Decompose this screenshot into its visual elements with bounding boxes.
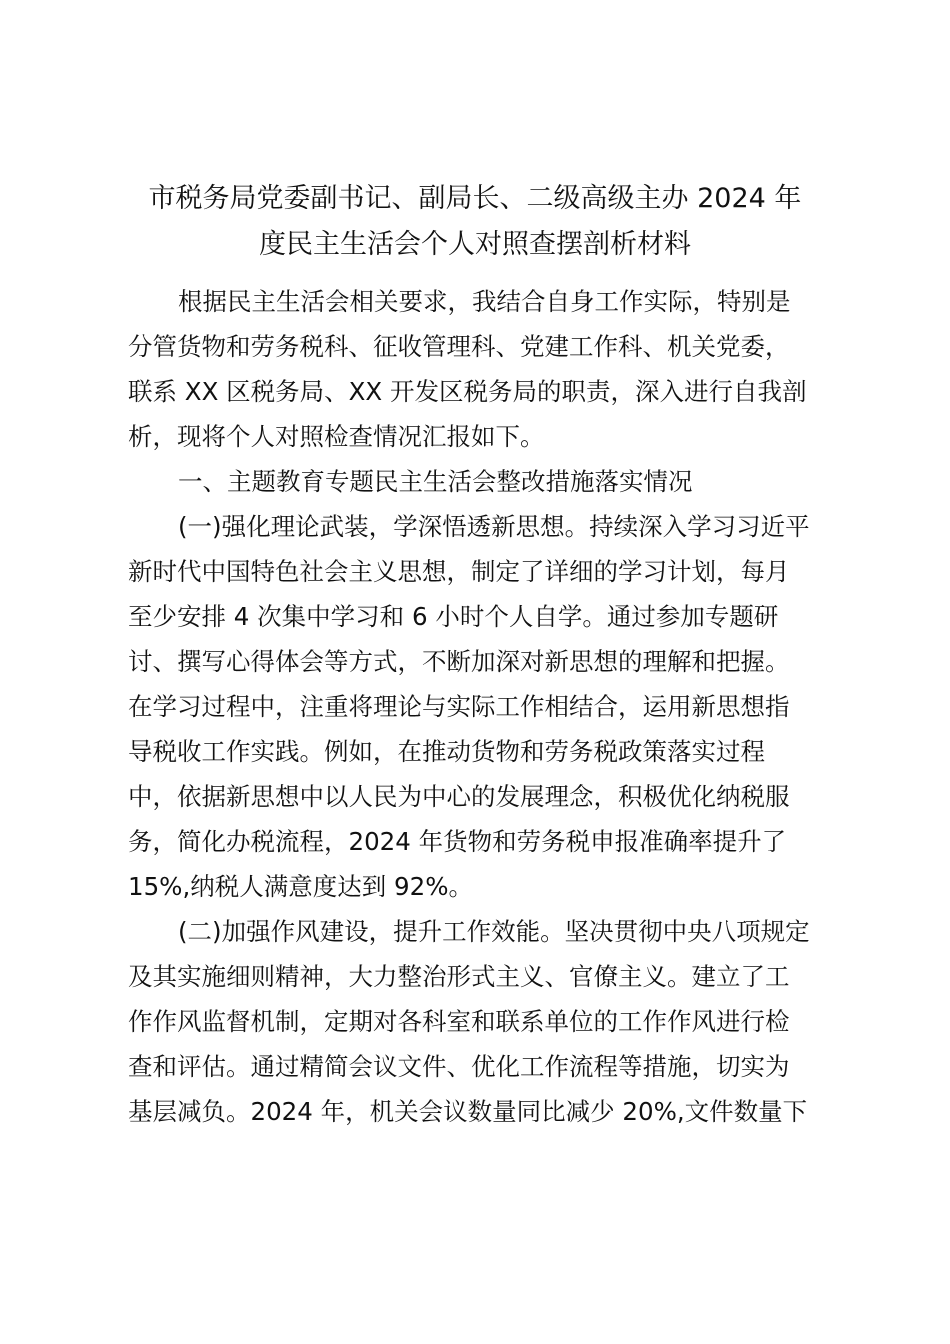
section-heading-line: 一、主题教育专题民主生活会整改措施落实情况 <box>178 467 693 496</box>
document-body <box>128 279 828 1134</box>
paragraph-intro <box>128 279 828 459</box>
paragraph-style <box>128 909 828 1134</box>
paragraph-line: 15%,纳税人满意度达到 92%。 <box>128 872 473 901</box>
paragraph-line: 及其实施细则精神，大力整治形式主义、官僚主义。建立了工 <box>128 962 790 991</box>
paragraph-line: 作作风监督机制，定期对各科室和联系单位的工作作风进行检 <box>128 1007 790 1036</box>
title-line-2: 度民主生活会个人对照查摆剖析材料 <box>259 229 691 260</box>
paragraph-line: 中，依据新思想中以人民为中心的发展理念，积极优化纳税服 <box>128 782 790 811</box>
paragraph-line: 至少安排 4 次集中学习和 6 小时个人自学。通过参加专题研 <box>128 602 779 631</box>
paragraph-line: 务，简化办税流程，2024 年货物和劳务税申报准确率提升了 <box>128 827 787 856</box>
section-heading-1 <box>128 459 828 504</box>
paragraph-theory <box>128 504 828 909</box>
paragraph-line: 根据民主生活会相关要求，我结合自身工作实际，特别是 <box>178 287 791 316</box>
paragraph-line: 查和评估。通过精简会议文件、优化工作流程等措施，切实为 <box>128 1052 790 1081</box>
paragraph-line: 在学习过程中，注重将理论与实际工作相结合，运用新思想指 <box>128 692 790 721</box>
paragraph-line: 基层减负。2024 年，机关会议数量同比减少 20%,文件数量下 <box>128 1097 808 1126</box>
paragraph-line: (二)加强作风建设，提升工作效能。坚决贯彻中央八项规定 <box>178 917 810 946</box>
paragraph-line: 讨、撰写心得体会等方式，不断加深对新思想的理解和把握。 <box>128 647 790 676</box>
paragraph-line: (一)强化理论武装，学深悟透新思想。持续深入学习习近平 <box>178 512 810 541</box>
paragraph-line: 联系 XX 区税务局、XX 开发区税务局的职责，深入进行自我剖 <box>128 377 807 406</box>
paragraph-line: 分管货物和劳务税科、征收管理科、党建工作科、机关党委， <box>128 332 790 361</box>
paragraph-line: 导税收工作实践。例如，在推动货物和劳务税政策落实过程 <box>128 737 765 766</box>
document-title <box>120 176 830 268</box>
paragraph-line: 新时代中国特色社会主义思想，制定了详细的学习计划，每月 <box>128 557 790 586</box>
paragraph-line: 析，现将个人对照检查情况汇报如下。 <box>128 422 545 451</box>
title-line-1: 市税务局党委副书记、副局长、二级高级主办 2024 年 <box>148 183 802 214</box>
